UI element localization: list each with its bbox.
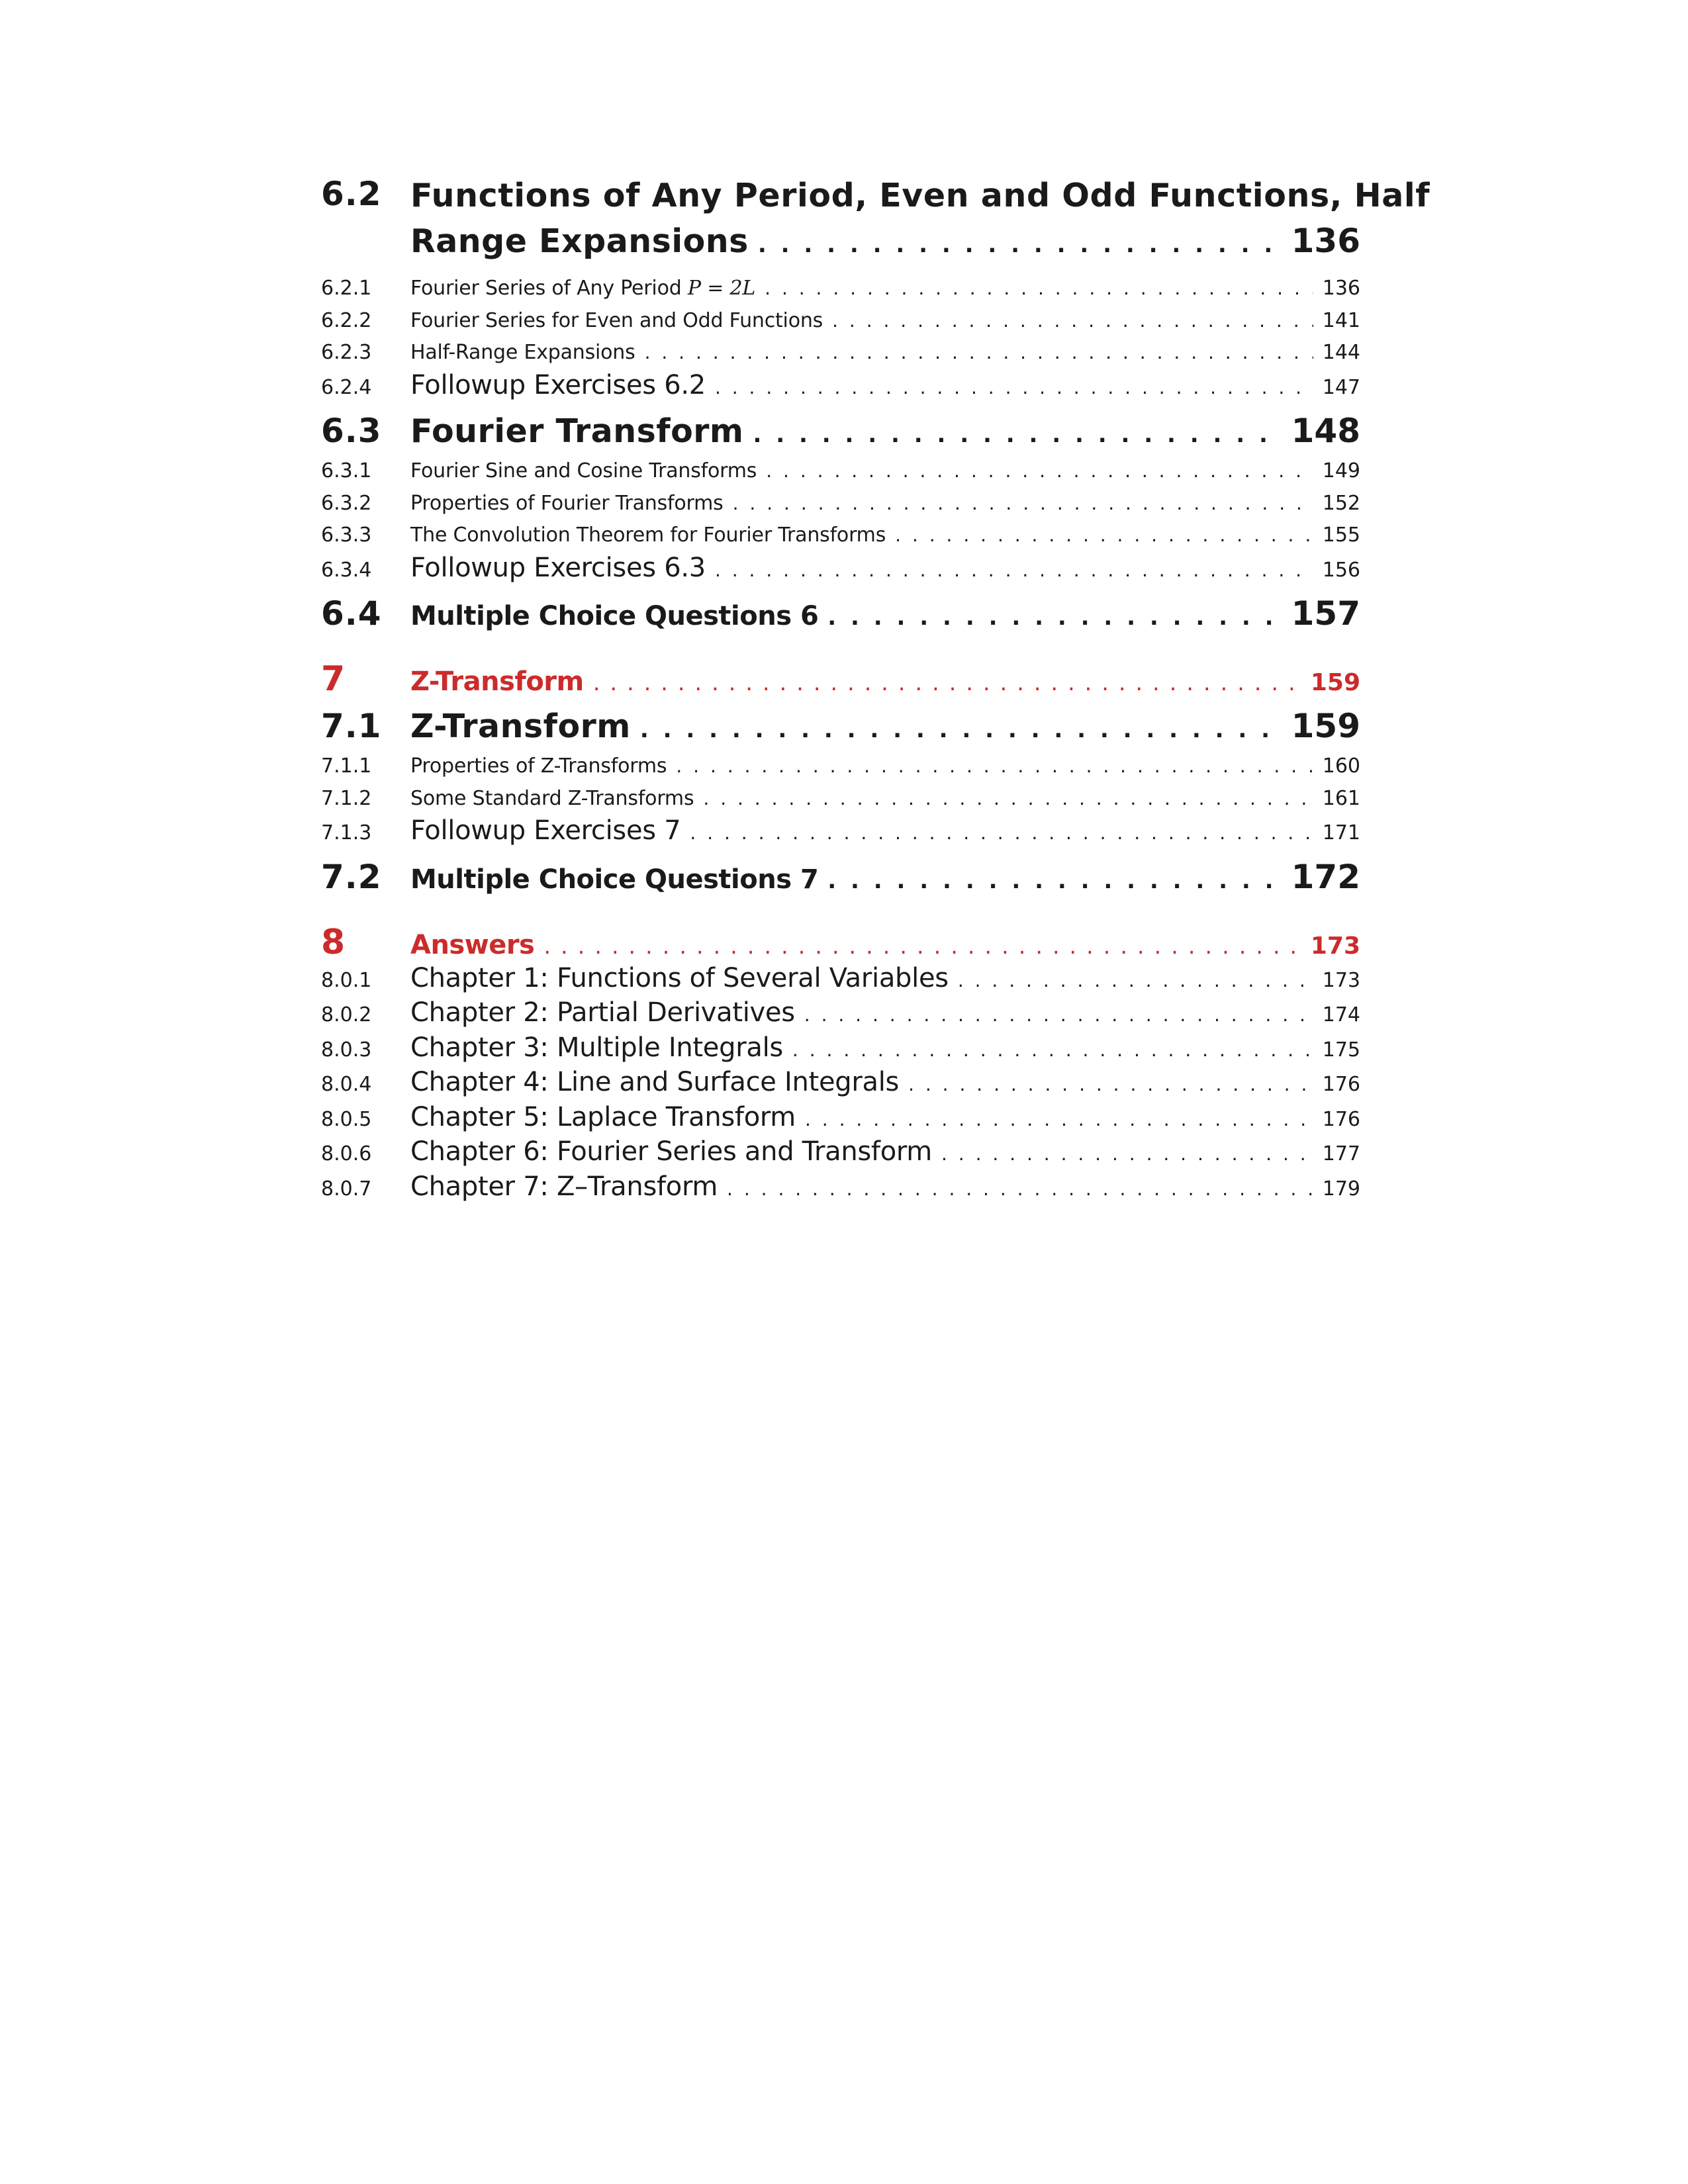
subsection-number: 6.2.3 (321, 341, 372, 364)
table-of-contents (321, 173, 1430, 1205)
leader-dots (827, 868, 1282, 894)
leader-dots (727, 1173, 1313, 1206)
toc-subsection-8-0-1[interactable] (321, 962, 1360, 997)
leader-dots (593, 670, 1301, 696)
page-number: 173 (1322, 968, 1360, 992)
leader-dots (758, 222, 1282, 267)
math-expression: P = 2L (687, 277, 756, 300)
page-number: 156 (1322, 558, 1360, 582)
toc-section-7-1[interactable] (321, 707, 1360, 745)
subsection-number: 6.2.1 (321, 277, 372, 300)
page-number: 148 (1291, 412, 1360, 450)
subsection-number: 7.1.2 (321, 786, 372, 810)
leader-dots (703, 783, 1313, 815)
subsection-number: 8.0.1 (321, 968, 372, 992)
page-number: 177 (1322, 1142, 1360, 1165)
toc-subsection-8-0-3[interactable] (321, 1032, 1360, 1067)
chapter-number: 7 (321, 659, 346, 699)
leader-dots (753, 422, 1282, 448)
toc-section-6-4[interactable] (321, 594, 1360, 633)
section-number: 7.2 (321, 857, 382, 896)
page-number: 136 (1322, 277, 1360, 300)
subsection-title: Chapter 6: Fourier Series and Transform (410, 1136, 932, 1167)
toc-subsection-6-3-2[interactable] (321, 488, 1360, 520)
page-number: 147 (1322, 375, 1360, 399)
page-number: 176 (1322, 1073, 1360, 1096)
leader-dots (690, 817, 1313, 850)
subsection-title: The Convolution Theorem for Fourier Transforms (410, 523, 886, 547)
subsection-number: 6.3.2 (321, 491, 372, 515)
toc-subsection-8-0-4[interactable] (321, 1066, 1360, 1101)
subsection-number: 8.0.5 (321, 1107, 372, 1131)
subsection-title: Chapter 4: Line and Surface Integrals (410, 1067, 900, 1097)
toc-subsection-6-2-1[interactable] (321, 273, 1360, 305)
toc-section-7-2[interactable] (321, 858, 1360, 896)
chapter-number: 8 (321, 922, 346, 962)
leader-dots (895, 520, 1313, 552)
chapter-title: Z-Transform (410, 666, 584, 697)
page-number: 159 (1291, 707, 1360, 745)
subsection-number: 8.0.6 (321, 1142, 372, 1165)
toc-subsection-6-3-3[interactable] (321, 520, 1360, 552)
page-number: 173 (1310, 932, 1360, 960)
toc-subsection-7-1-2[interactable] (321, 783, 1360, 815)
page-number: 144 (1322, 341, 1360, 364)
page-number: 179 (1322, 1177, 1360, 1201)
section-title-line2: Range Expansions (410, 222, 749, 260)
leader-dots (804, 999, 1313, 1032)
leader-dots (715, 555, 1313, 587)
section-title: Z-Transform (410, 707, 631, 745)
leader-dots (941, 1138, 1313, 1171)
toc-subsection-6-3-1[interactable] (321, 455, 1360, 488)
page-number: 159 (1310, 669, 1360, 696)
subsection-title: Chapter 3: Multiple Integrals (410, 1032, 783, 1063)
chapter-title: Answers (410, 929, 535, 960)
toc-chapter-7[interactable] (321, 659, 1360, 699)
subsection-number: 8.0.3 (321, 1038, 372, 1062)
subsection-number: 6.3.3 (321, 523, 372, 547)
leader-dots (805, 1104, 1313, 1136)
subsection-number: 7.1.1 (321, 754, 372, 778)
toc-section-6-2[interactable] (321, 173, 1430, 267)
subsection-number: 6.3.4 (321, 558, 372, 582)
page-number: 152 (1322, 491, 1360, 515)
subsection-number: 8.0.2 (321, 1003, 372, 1026)
leader-dots (908, 1069, 1313, 1101)
subsection-title: Chapter 7: Z–Transform (410, 1171, 718, 1202)
section-title: Multiple Choice Questions 6 (410, 601, 819, 631)
subsection-title: Fourier Series of Any Period (410, 277, 682, 300)
subsection-number: 6.3.1 (321, 459, 372, 482)
leader-dots (645, 337, 1313, 369)
toc-subsection-6-2-4[interactable] (321, 369, 1360, 404)
leader-dots (640, 717, 1282, 743)
toc-subsection-6-2-2[interactable] (321, 305, 1360, 338)
subsection-title: Followup Exercises 6.2 (410, 369, 706, 400)
leader-dots (827, 604, 1282, 631)
toc-subsection-6-2-3[interactable] (321, 337, 1360, 369)
subsection-title: Fourier Series for Even and Odd Functions (410, 308, 823, 332)
leader-dots (792, 1034, 1313, 1067)
subsection-title: Followup Exercises 6.3 (410, 552, 706, 583)
leader-dots (733, 488, 1313, 520)
section-number: 6.2 (321, 175, 382, 213)
section-title: Multiple Choice Questions 7 (410, 864, 819, 895)
subsection-number: 8.0.4 (321, 1073, 372, 1096)
page-number: 176 (1322, 1107, 1360, 1131)
subsection-title: Chapter 2: Partial Derivatives (410, 997, 795, 1028)
leader-dots (676, 751, 1313, 783)
toc-chapter-8[interactable] (321, 923, 1360, 962)
toc-section-6-3[interactable] (321, 412, 1360, 450)
leader-dots (832, 305, 1313, 338)
page-number: 174 (1322, 1003, 1360, 1026)
subsection-number: 6.2.4 (321, 375, 372, 399)
page-number: 175 (1322, 1038, 1360, 1062)
page-number: 172 (1291, 857, 1360, 896)
toc-subsection-6-3-4[interactable] (321, 552, 1360, 587)
page-number: 155 (1322, 523, 1360, 547)
page-number: 136 (1291, 222, 1360, 260)
subsection-title: Chapter 1: Functions of Several Variables (410, 962, 949, 993)
subsection-number: 8.0.7 (321, 1177, 372, 1201)
subsection-title: Chapter 5: Laplace Transform (410, 1101, 796, 1132)
leader-dots (766, 455, 1313, 488)
section-number: 6.4 (321, 594, 382, 633)
page-number: 161 (1322, 786, 1360, 810)
subsection-title: Fourier Sine and Cosine Transforms (410, 459, 757, 482)
toc-subsection-7-1-3[interactable] (321, 815, 1360, 850)
page-number: 141 (1322, 308, 1360, 332)
leader-dots (715, 372, 1313, 404)
subsection-title: Followup Exercises 7 (410, 815, 681, 846)
section-title: Fourier Transform (410, 412, 744, 450)
page-number: 160 (1322, 754, 1360, 778)
toc-subsection-8-0-7[interactable] (321, 1171, 1360, 1206)
subsection-number: 7.1.3 (321, 821, 372, 844)
subsection-number: 6.2.2 (321, 308, 372, 332)
leader-dots (765, 273, 1313, 305)
toc-subsection-8-0-2[interactable] (321, 997, 1360, 1032)
subsection-title: Half-Range Expansions (410, 341, 635, 364)
toc-subsection-8-0-6[interactable] (321, 1136, 1360, 1171)
subsection-title: Some Standard Z-Transforms (410, 786, 694, 810)
toc-subsection-8-0-5[interactable] (321, 1101, 1360, 1136)
leader-dots (958, 965, 1313, 997)
section-number: 6.3 (321, 412, 382, 450)
page-number: 149 (1322, 459, 1360, 482)
page-number: 171 (1322, 821, 1360, 844)
subsection-title: Properties of Z-Transforms (410, 754, 667, 778)
page-number: 157 (1291, 594, 1360, 633)
section-number: 7.1 (321, 707, 382, 745)
toc-subsection-7-1-1[interactable] (321, 751, 1360, 783)
section-title-line1: Functions of Any Period, Even and Odd Functions, Half (410, 177, 1430, 214)
leader-dots (543, 933, 1301, 960)
subsection-title: Properties of Fourier Transforms (410, 491, 724, 515)
